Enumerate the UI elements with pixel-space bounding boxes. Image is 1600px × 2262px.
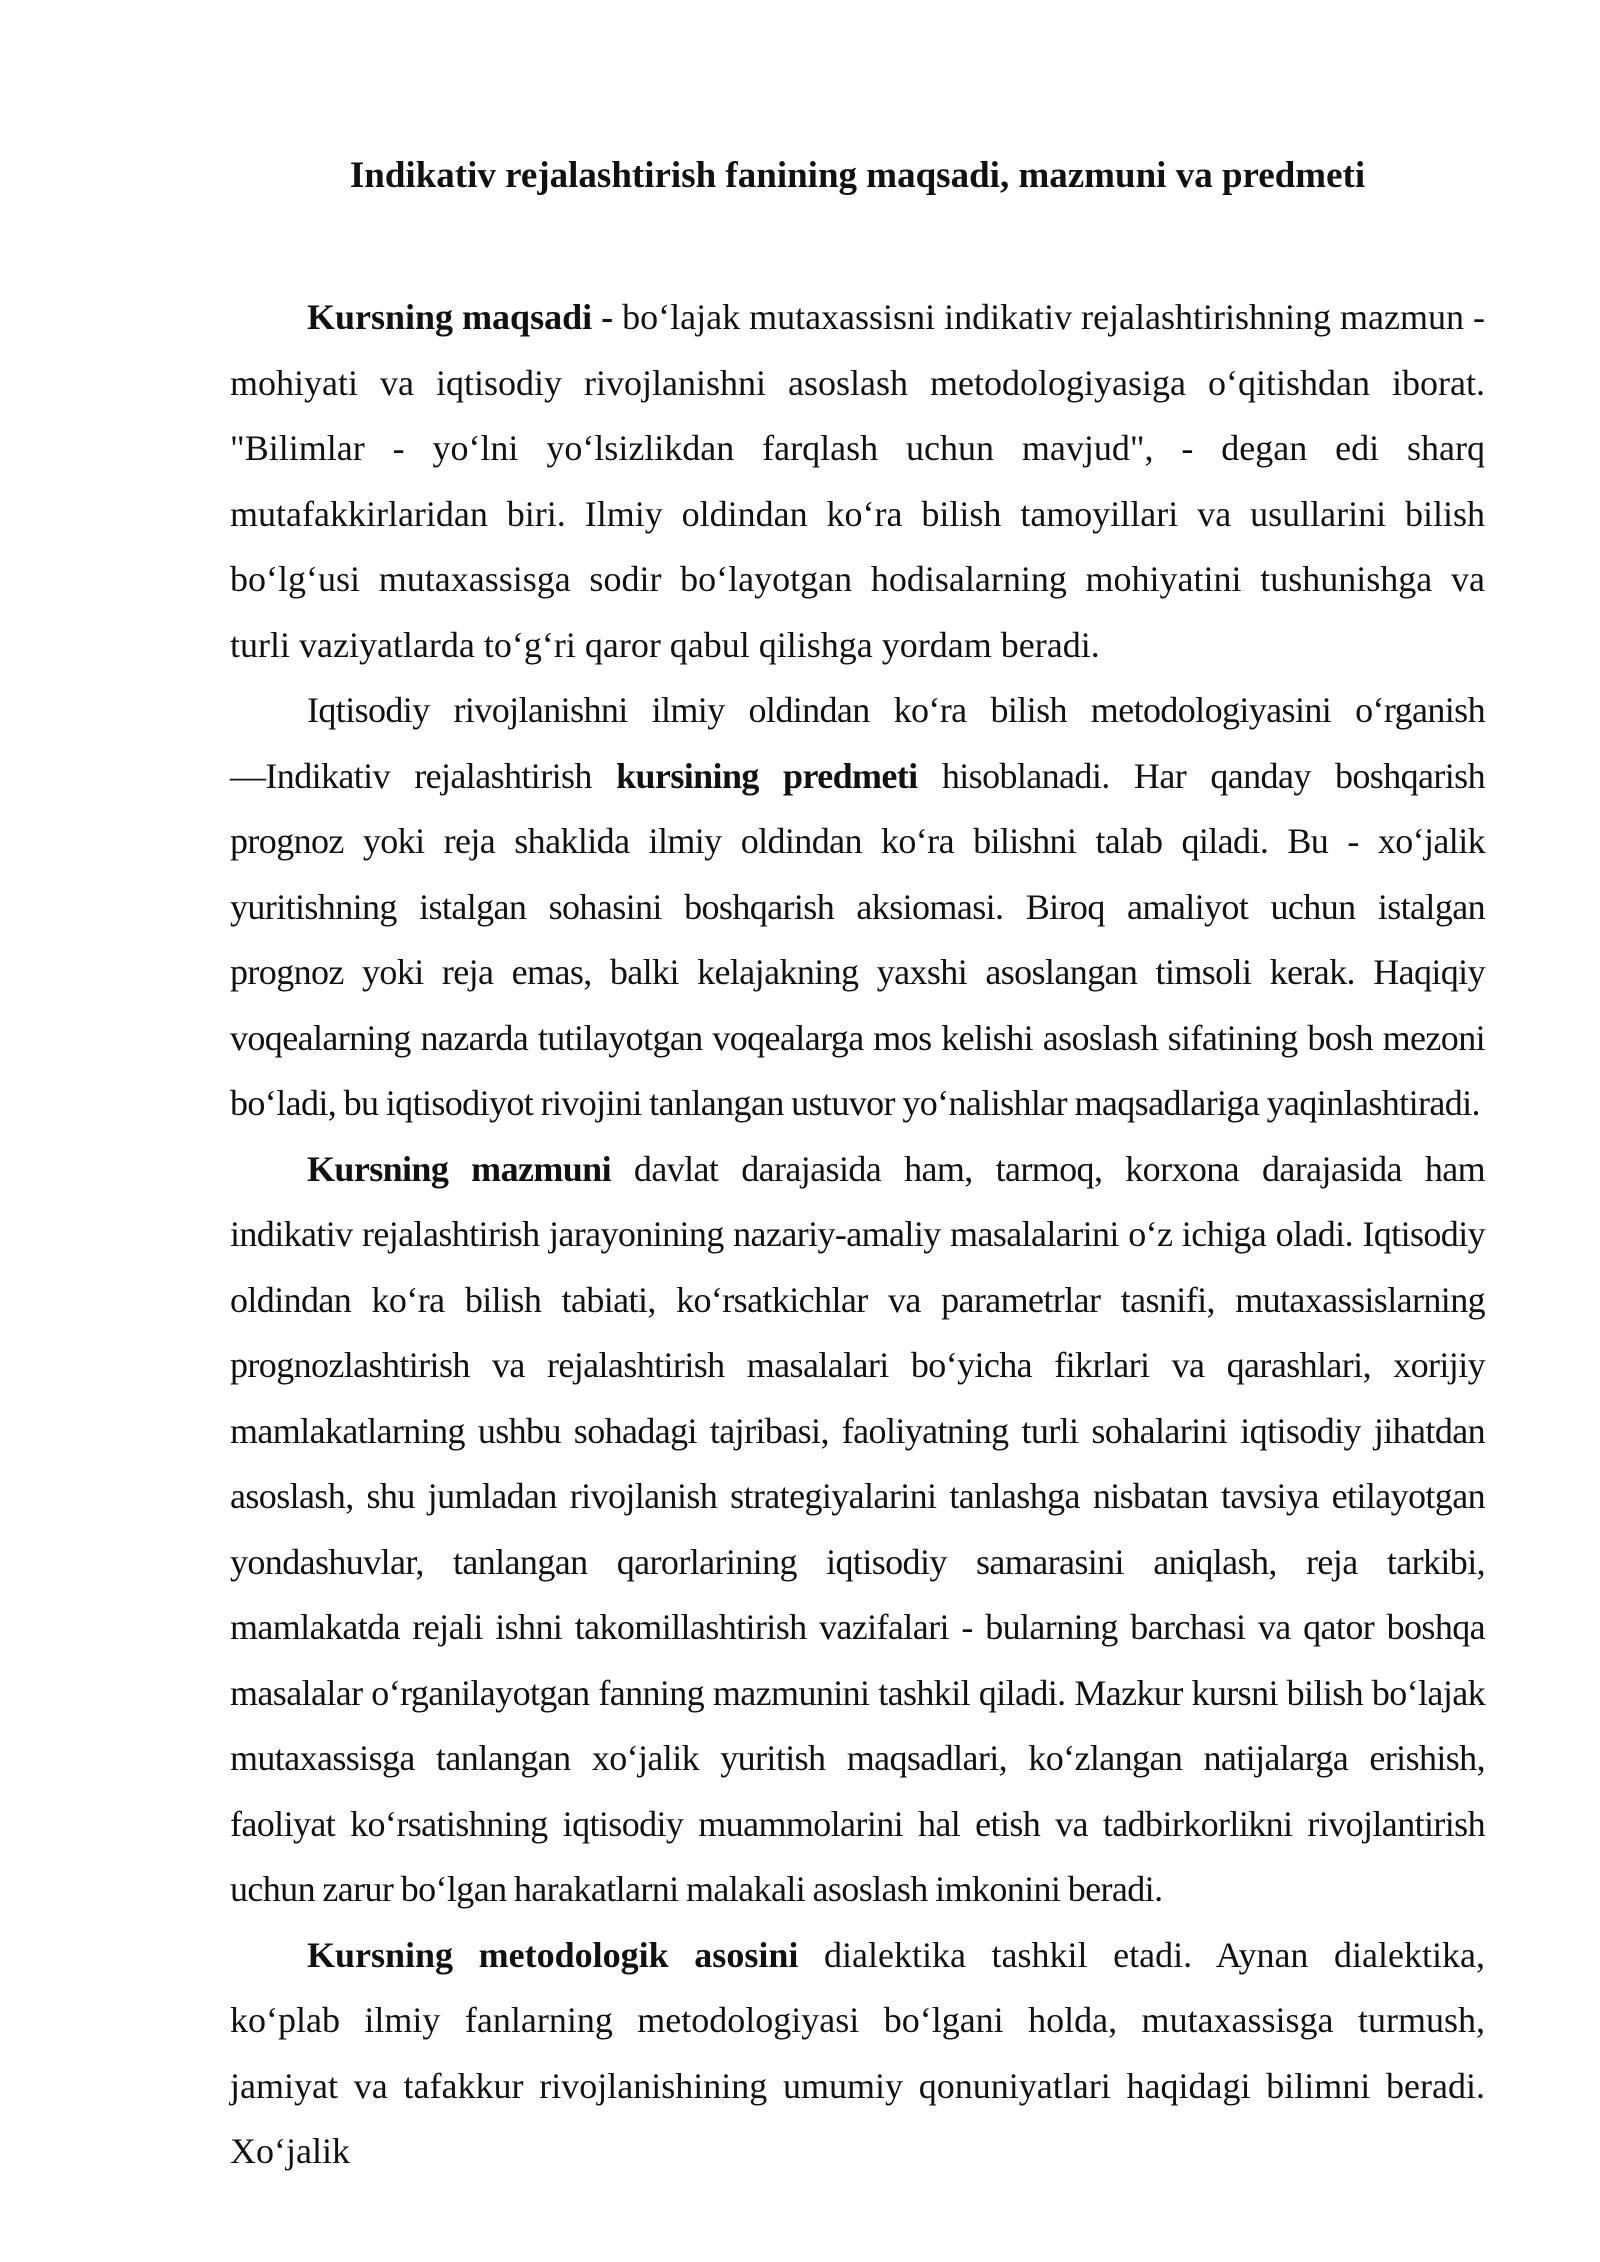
paragraph-course-goal bbox=[230, 285, 1485, 678]
paragraph-course-methodology bbox=[230, 1923, 1485, 2185]
paragraph-text: bo‘lajak mutaxassisni indikativ rejalashtirishning mazmun - mohiyati va iqtisodiy rivojlanishni asoslash metodologiyasiga o‘qitishdan iborat. "Bilimlar - yo‘lni yo‘lsizlikdan farqlash uchun mavjud", - degan edi sharq mutafakkirlaridan biri. Ilmiy oldindan ko‘ra bilish tamoyillari va usullarini bilish bo‘lg‘usi mutaxassisga sodir bo‘layotgan hodisalarning mohiyatini tushunishga va turli vaziyatlarda to‘g‘ri qaror qabul qilishga yordam beradi. bbox=[230, 297, 1485, 665]
paragraph-lead: Kursning mazmuni bbox=[307, 1148, 611, 1189]
paragraph-lead: Kursning maqsadi - bbox=[307, 297, 614, 337]
paragraph-course-content bbox=[230, 1137, 1485, 1923]
paragraph-text: Iqtisodiy rivojlanishni ilmiy oldindan ko‘ra bilish metodologiyasini o‘rganish ―Indikativ rejalashtirish bbox=[230, 690, 1485, 796]
paragraph-bold-term: kursining predmeti bbox=[616, 755, 918, 796]
paragraph-course-subject bbox=[230, 678, 1485, 1137]
document-title: Indikativ rejalashtirish fanining maqsadi, mazmuni va predmeti bbox=[349, 155, 1366, 196]
paragraph-lead: Kursning metodologik asosini bbox=[307, 1934, 799, 1975]
document-body bbox=[230, 285, 1485, 2185]
paragraph-text: dialektika tashkil etadi. Aynan dialektika, ko‘plab ilmiy fanlarning metodologiyasi bo‘lgani holda, mutaxassisga turmush, jamiyat va tafakkur rivojlanishining umumiy qonuniyatlari haqidagi bilimni beradi. Xo‘jalik bbox=[230, 1934, 1486, 2171]
paragraph-text: davlat darajasida ham, tarmoq, korxona darajasida ham indikativ rejalashtirish jarayonining nazariy-amaliy masalalarini o‘z ichiga oladi. Iqtisodiy oldindan ko‘ra bilish tabiati, ko‘rsatkichlar va parametrlar tasnifi, mutaxassislarning prognozlashtirish va rejalashtirish masalalari bo‘yicha fikrlari va qarashlari, xorijiy mamlakatlarning ushbu sohadagi tajribasi, faoliyatning turli sohalarini iqtisodiy jihatdan asoslash, shu jumladan rivojlanish strategiyalarini tanlashga nisbatan tavsiya etilayotgan yondashuvlar, tanlangan qarorlarining iqtisodiy samarasini aniqlash, reja tarkibi, mamlakatda rejali ishni takomillashtirish vazifalari - bularning barchasi va qator boshqa masalalar o‘rganilayotgan fanning mazmunini tashkil qiladi. Mazkur kursni bilish bo‘lajak mutaxassisga tanlangan xo‘jalik yuritish maqsadlari, ko‘zlangan natijalarga erishish, faoliyat ko‘rsatishning iqtisodiy muammolarini hal etish va tadbirkorlikni rivojlantirish uchun zarur bo‘lgan harakatlarni malakali asoslash imkonini beradi. bbox=[230, 1148, 1485, 1909]
paragraph-text: hisoblanadi. Har qanday boshqarish prognoz yoki reja shaklida ilmiy oldindan ko‘ra bilishni talab qiladi. Bu - xo‘jalik yuritishning istalgan sohasini boshqarish aksiomasi. Biroq amaliyot uchun istalgan prognoz yoki reja emas, balki kelajakning yaxshi asoslangan timsoli kerak. Haqiqiy voqealarning nazarda tutilayotgan voqealarga mos kelishi asoslash sifatining bosh mezoni bo‘ladi, bu iqtisodiyot rivojini tanlangan ustuvor yo‘nalishlar maqsadlariga yaqinlashtiradi. bbox=[230, 755, 1485, 1123]
